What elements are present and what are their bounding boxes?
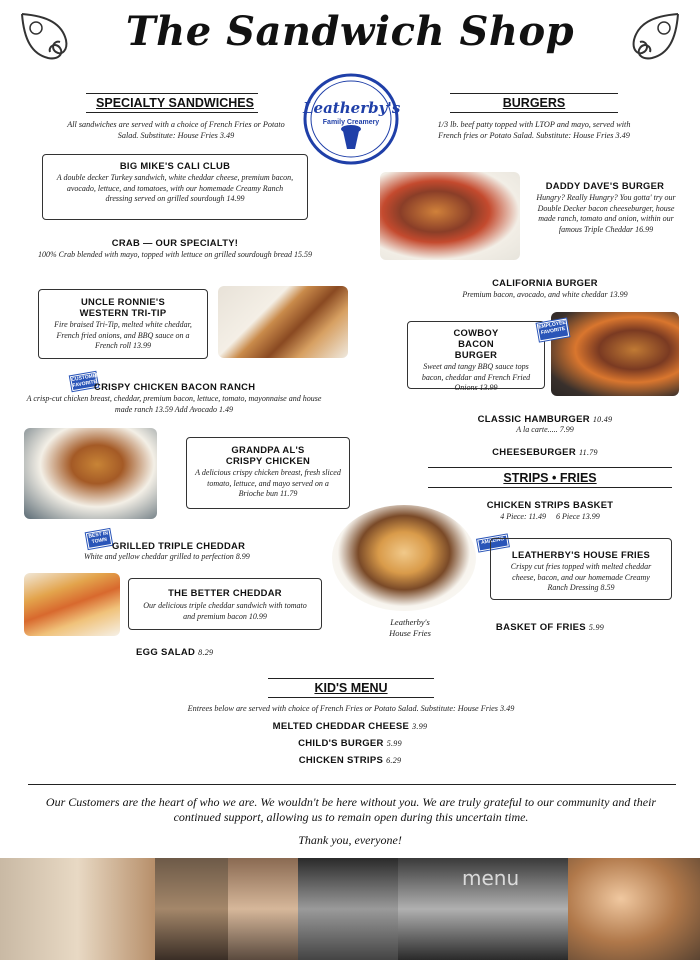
menu-item-box [42,154,308,220]
crispy-chicken-photo [24,428,157,519]
menu-item-box [186,437,350,509]
item-name: COWBOY BACON BURGER [453,327,499,360]
flourish-ornament-icon [618,10,682,74]
menu-item-basket-of-fries: BASKET OF FRIES 5.99 [495,622,605,633]
divider [428,467,672,468]
item-description: 4 Piece: 11.49 6 Piece 13.99 [500,512,600,521]
brand-logo [303,73,399,165]
logo-text: Leatherby's [303,99,401,117]
best-in-town-badge: BEST IN TOWN [86,529,112,549]
customer-photo [0,858,155,960]
item-description: 100% Crab blended with mayo, topped with lettuce on grilled sourdough bread 15.59 [37,250,313,259]
divider [268,678,434,679]
item-name: CRISPY CHICKEN BACON RANCH [94,381,256,392]
item-description: A double decker Turkey sandwich, white cheddar cheese, premium bacon, avocado, lettuce, and tomatoes, with our homemade Creamy Ranch dressing served on grilled sourdough 14.99 [56,173,294,203]
logo-subtext: Family Creamery [322,119,380,126]
staff-photo [155,858,228,960]
divider [268,697,434,698]
item-name: CALIFORNIA BURGER [492,277,598,288]
item-description: A crisp-cut chicken breast, cheddar, premium bacon, lettuce, tomato, mayonnaise and house made ranch 13.59 Add Avocado 1.49 [26,394,322,414]
item-description: A la carte..... 7.99 [516,425,574,434]
divider [86,112,258,113]
amazing-badge: AMAZING [477,534,509,551]
specialty-heading: SPECIALTY SANDWICHES [96,96,254,110]
divider [428,487,672,488]
item-description: Premium bacon, avocado, and white cheddar 13.99 [462,290,628,299]
child-photo [568,858,700,960]
burgers-note: 1/3 lb. beef patty topped with LTOP and mayo, served with French fries or Potato Salad. Substitute: House Fries 3.49 [437,120,631,140]
menu-item-box [490,538,672,600]
item-description: Crispy cut fries topped with melted cheddar cheese, bacon, and our homemade Creamy Ranch Dressing 8.59 [510,562,652,592]
kids-note: Entrees below are served with choice of French Fries or Potato Salad. Substitute: House Fries 3.49 [187,704,515,713]
item-description: Hungry? Really Hungry? You gotta' try our Double Decker bacon cheeseburger, house made ranch, tomato and onion, within our famous Triple Cheddar 16.99 [536,193,676,234]
divider [450,93,618,94]
divider [450,112,618,113]
flourish-ornament-icon [18,10,82,74]
menu-item-box [128,578,322,630]
item-name: GRILLED TRIPLE CHEDDAR [112,540,246,551]
item-name: CRAB — OUR SPECIALTY! [111,237,239,248]
photo-strip [0,858,700,960]
employee-favorite-badge: EMPLOYEE FAVORITE [537,319,570,342]
customer-photo [228,858,298,960]
item-name: THE BETTER CHEDDAR [168,587,282,598]
vintage-photo [298,858,398,960]
specialty-note: All sandwiches are served with a choice of French Fries or Potato Salad. Substitute: House Fries 3.49 [67,120,285,140]
vintage-staff-photo [398,858,568,960]
item-name: UNCLE RONNIE'S WESTERN TRI-TIP [79,296,167,318]
item-name: DADDY DAVE'S BURGER [545,180,665,191]
item-description: Fire braised Tri-Tip, melted white cheddar, French fried onions, and BBQ sauce on a French roll 13.99 [54,320,192,350]
fries-caption: Leatherby's House Fries [389,617,431,638]
menu-item-cheeseburger: CHEESEBURGER 11.79 [492,447,598,458]
daddy-daves-burger-photo [380,172,520,260]
customer-favorite-badge: CUSTOMER FAVORITE [70,372,98,391]
page-title: The Sandwich Shop [125,8,575,55]
menu-item-kids: CHICKEN STRIPS 6.29 [298,755,402,766]
burgers-heading: BURGERS [502,96,566,110]
tri-tip-sandwich-photo [218,286,348,358]
item-name: GRANDPA AL'S CRISPY CHICKEN [225,444,311,466]
watermark: menu [462,866,520,890]
house-fries-photo [332,505,476,611]
strips-heading: STRIPS • FRIES [503,471,597,485]
kids-heading: KID'S MENU [314,681,388,695]
item-description: Sweet and tangy BBQ sauce tops bacon, cheddar and French Fried Onions 13.99 [421,362,531,392]
menu-item-kids: CHILD'S BURGER 5.99 [298,738,402,749]
grilled-cheese-photo [24,573,120,636]
item-name: BIG MIKE'S CALI CLUB [119,160,231,171]
item-description: Our delicious triple cheddar sandwich with tomato and premium bacon 10.99 [143,601,307,621]
item-name: CHICKEN STRIPS BASKET [486,499,614,510]
menu-item-box [38,289,208,359]
menu-item-box [407,321,545,392]
item-name: LEATHERBY'S HOUSE FRIES [511,549,651,560]
customer-message: Our Customers are the heart of who we are. We wouldn't be here without you. We are truly grateful to our community and their continued support, allowing us to remain open during this uncertain time. [45,795,657,824]
menu-item-classic-hamburger: CLASSIC HAMBURGER 10.49 [477,414,613,425]
menu-item-egg-salad: EGG SALAD 8.29 [136,647,214,658]
item-description: A delicious crispy chicken breast, fresh sliced tomato, lettuce, and mayo served on a Brioche bun 11.79 [195,468,341,498]
menu-item-kids: MELTED CHEDDAR CHEESE 3.99 [272,721,428,732]
item-description: White and yellow cheddar grilled to perfection 8.99 [84,552,250,561]
divider [28,784,676,785]
divider [86,93,258,94]
cowboy-burger-photo [551,312,679,396]
thank-you-text: Thank you, everyone! [298,833,402,847]
